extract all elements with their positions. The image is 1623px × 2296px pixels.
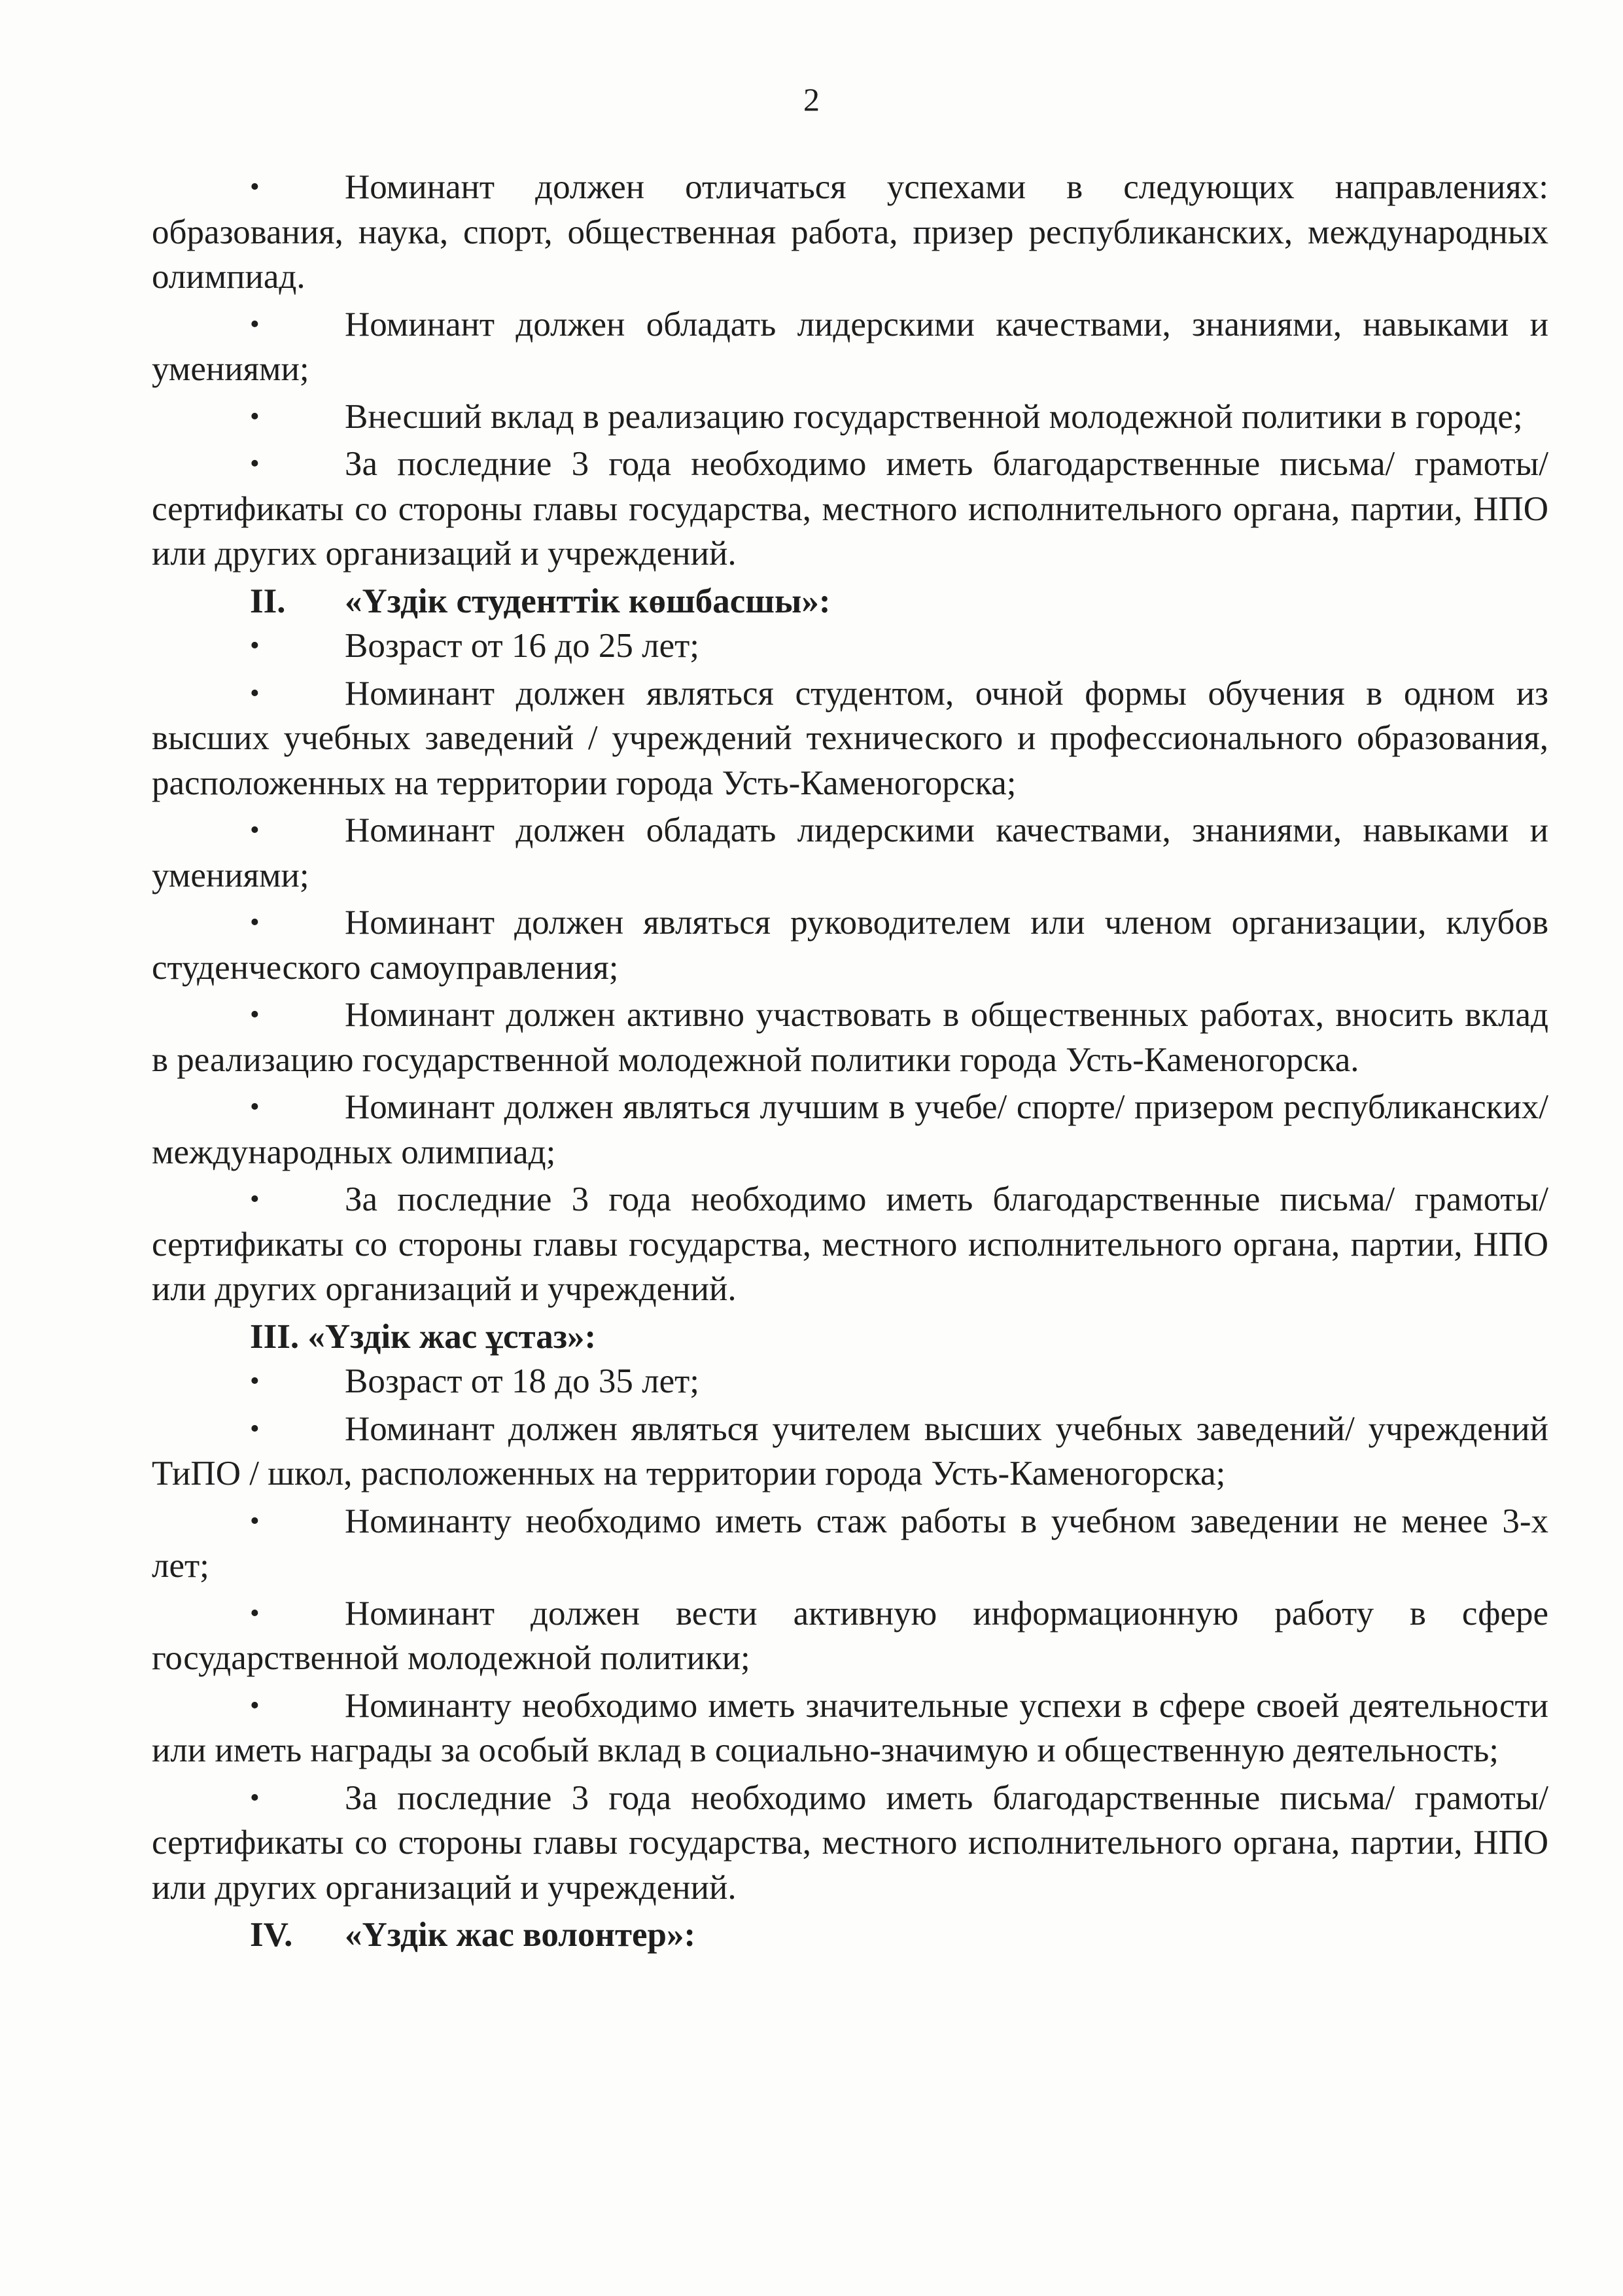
bullet-icon: • [250,678,260,709]
bullet-item-text: Номинант должен отличаться успехами в следующих направлениях: образования, наука, спорт, общественная работа, призер республиканских, международных олимпиад. [152,168,1548,296]
bullet-item-text: Номинанту необходимо иметь значительные успехи в сфере своей деятельности или иметь награды за особый вклад в социально-значимую и общественную деятельность; [152,1686,1548,1769]
section-heading [152,579,1548,624]
bullet-item [152,1499,1548,1589]
bullet-icon: • [250,631,260,661]
bullet-item-text: Номинант должен вести активную информационную работу в сфере государственной молодежной политики; [152,1594,1548,1677]
document-body [152,165,1548,1958]
bullet-icon: • [250,1506,260,1536]
section-title: «Үздік жас волонтер»: [345,1916,696,1954]
bullet-item-text: За последние 3 года необходимо иметь благодарственные письма/ грамоты/ сертификаты со стороны главы государства, местного исполнительного органа, партии, НПО или других организаций и учреждений. [152,1778,1548,1907]
bullet-item [152,808,1548,898]
bullet-item [152,1407,1548,1496]
bullet-icon: • [250,1782,260,1813]
section-number: III. [250,1317,300,1356]
bullet-icon: • [250,1092,260,1122]
bullet-item [152,993,1548,1082]
section-number: IV. [250,1916,293,1954]
bullet-item [152,395,1548,440]
bullet-icon: • [250,172,260,202]
bullet-item [152,1177,1548,1312]
bullet-item-text: Номинант должен являться студентом, очной формы обучения в одном из высших учебных заведений / учреждений технического и профессионального образования, расположенных на территории города Усть-Каменогорска; [152,674,1548,802]
section-number: II. [250,582,286,620]
bullet-icon: • [250,1690,260,1721]
bullet-item-text: Номинант должен обладать лидерскими качествами, знаниями, навыками и умениями; [152,811,1548,894]
bullet-item-text: Номинант должен являться руководителем или членом организации, клубов студенческого самоуправления; [152,904,1548,987]
section-title: «Үздік студенттік көшбасшы»: [345,582,831,620]
bullet-item [152,442,1548,576]
bullet-item-text: Внесший вклад в реализацию государственной молодежной политики в городе; [345,397,1523,436]
bullet-item-text: Возраст от 16 до 25 лет; [345,627,700,665]
bullet-item [152,1684,1548,1773]
bullet-item [152,1591,1548,1681]
bullet-icon: • [250,815,260,845]
bullet-item-text: Номинант должен активно участвовать в общественных работах, вносить вклад в реализацию государственной молодежной политики города Усть-Каменогорска. [152,996,1548,1079]
section-title: «Үздік жас ұстаз»: [307,1317,597,1356]
bullet-item-text: Номинант должен являться учителем высших учебных заведений/ учреждений ТиПО / школ, расположенных на территории города Усть-Каменогорска; [152,1409,1548,1492]
bullet-icon: • [250,1598,260,1629]
section-heading [152,1315,1548,1360]
bullet-item-text: Номинант должен являться лучшим в учебе/ спорте/ призером республиканских/ международных олимпиад; [152,1088,1548,1171]
bullet-item [152,900,1548,990]
bullet-item [152,165,1548,300]
bullet-item [152,1359,1548,1404]
bullet-item [152,1776,1548,1911]
bullet-icon: • [250,908,260,938]
bullet-icon: • [250,309,260,340]
bullet-item [152,1085,1548,1174]
bullet-item [152,624,1548,669]
bullet-icon: • [250,1413,260,1444]
bullet-icon: • [250,401,260,432]
bullet-item [152,302,1548,392]
bullet-item-text: За последние 3 года необходимо иметь благодарственные письма/ грамоты/ сертификаты со стороны главы государства, местного исполнительного органа, партии, НПО или других организаций и учреждений. [152,1180,1548,1308]
page-number: 2 [803,81,820,118]
bullet-icon: • [250,1366,260,1396]
bullet-icon: • [250,449,260,479]
bullet-item-text: Номинант должен обладать лидерскими качествами, знаниями, навыками и умениями; [152,305,1548,388]
bullet-item-text: Возраст от 18 до 35 лет; [345,1362,700,1400]
bullet-icon: • [250,1184,260,1214]
bullet-item-text: За последние 3 года необходимо иметь благодарственные письма/ грамоты/ сертификаты со стороны главы государства, местного исполнительного органа, партии, НПО или других организаций и учреждений. [152,445,1548,573]
section-heading [152,1913,1548,1958]
bullet-icon: • [250,1000,260,1030]
bullet-item [152,671,1548,806]
bullet-item-text: Номинанту необходимо иметь стаж работы в учебном заведении не менее 3-х лет; [152,1502,1548,1585]
